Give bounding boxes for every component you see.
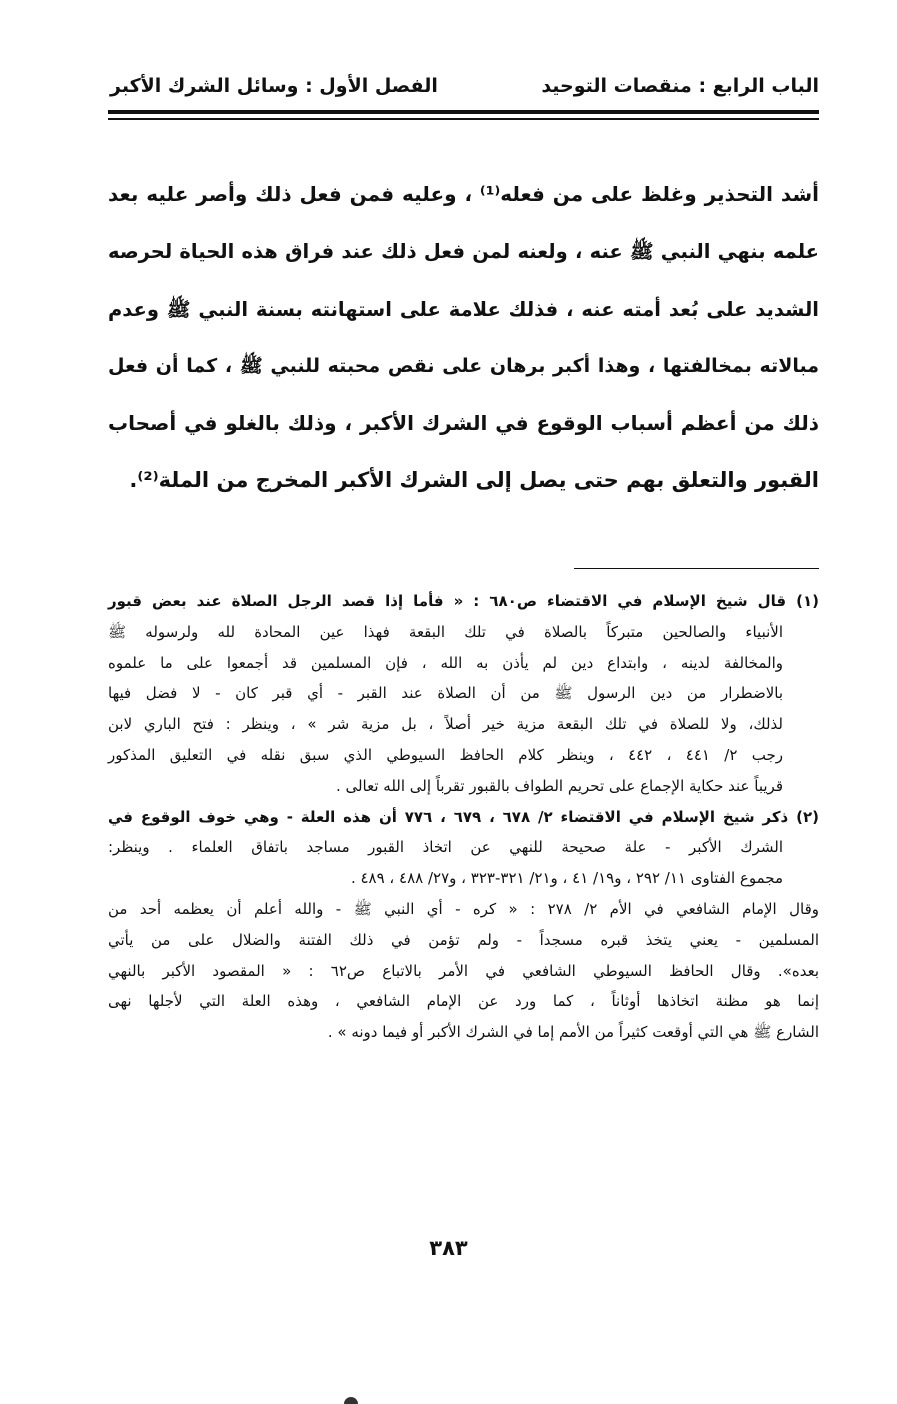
header-chapter-title: الباب الرابع : منقصات التوحيد: [541, 75, 819, 97]
footnote-2-line: المسلمين - يعني يتخذ قبره مسجداً - ولم تؤمن في ذلك الفتنة والضلال على من يأتي: [108, 930, 819, 949]
running-header: [110, 68, 819, 104]
footnote-2-line: مجموع الفتاوى ١١/ ٢٩٢ ، و١٩/ ٤١ ، و٢١/ ٣٢١-٣٢٣ ، و٢٧/ ٤٨٨ ، ٤٨٩ .: [350, 869, 783, 888]
body-line: أشد التحذير وغلظ على من فعله⁽¹⁾ ، وعليه فمن فعل ذلك وأصر عليه بعد: [108, 182, 819, 206]
footnote-separator: [574, 568, 819, 569]
header-rule-thick: [108, 110, 819, 114]
page-number: ٣٨٣: [429, 1236, 468, 1260]
body-line: علمه بنهي النبي ﷺ عنه ، ولعنه لمن فعل ذلك عند فراق هذه الحياة لحرصه: [108, 240, 819, 264]
footnote-2-line: إنما هو مظنة اتخاذها أوثاناً ، كما ورد عن الإمام الشافعي ، وهذه العلة التي لأجلها نهى: [108, 992, 819, 1011]
header-rule-thin: [108, 118, 819, 120]
scan-artifact: [344, 1397, 358, 1404]
footnote-2-line: (٢) ذكر شيخ الإسلام في الاقتضاء ٢/ ٦٧٨ ، ٦٧٩ ، ٧٧٦ أن هذه العلة - وهي خوف الوقوع في: [108, 807, 820, 826]
footnote-2-line: وقال الإمام الشافعي في الأم ٢/ ٢٧٨ : « كره - أي النبي ﷺ - والله أعلم أن يعظمه أحد من: [108, 899, 820, 918]
footnotes: [108, 586, 819, 1048]
footnote-2-line: الشرك الأكبر - علة صحيحة للنهي عن اتخاذ القبور مساجد باتفاق العلماء . وينظر:: [108, 838, 783, 857]
footnote-2-line: بعده». وقال الحافظ السيوطي الشافعي في الأمر بالاتباع ص٦٢ : « المقصود الأكبر بالنهي: [108, 961, 820, 980]
footnote-1-line: والمخالفة لدينه ، وابتداع دين لم يأذن به الله ، فإن المسلمين قد أجمعوا على ما علموه: [108, 653, 783, 672]
main-text: [108, 166, 819, 510]
footnote-1-line: بالاضطرار من دين الرسول ﷺ من أن الصلاة عند القبر - أي قبر كان - لا فضل فيها: [108, 684, 783, 703]
footnote-1-line: (١) قال شيخ الإسلام في الاقتضاء ص٦٨٠ : « فأما إذا قصد الرجل الصلاة عند بعض قبور: [108, 592, 819, 610]
footnote-1-line: الأنبياء والصالحين متبركاً بالصلاة في تلك البقعة فهذا عين المحادة لله ولرسوله ﷺ: [108, 622, 783, 641]
body-line: مبالاته بمخالفتها ، وهذا أكبر برهان على نقص محبته للنبي ﷺ ، كما أن فعل: [108, 354, 819, 377]
body-line: ذلك من أعظم أسباب الوقوع في الشرك الأكبر ، وذلك بالغلو في أصحاب: [108, 411, 819, 436]
header-section-title: الفصل الأول : وسائل الشرك الأكبر: [110, 75, 438, 97]
body-line: القبور والتعلق بهم حتى يصل إلى الشرك الأكبر المخرج من الملة⁽²⁾.: [129, 468, 819, 493]
footnote-2-line: الشارع ﷺ هي التي أوقعت كثيراً من الأمم إما في الشرك الأكبر أو فيما دونه » .: [327, 1023, 819, 1042]
footnote-1-line: لذلك، ولا للصلاة في تلك البقعة مزية خير أصلاً ، بل مزية شر » ، وينظر : فتح الباري لابن: [108, 715, 783, 734]
footnote-1-line: قريباً عند حكاية الإجماع على تحريم الطواف بالقبور تقرباً إلى الله تعالى .: [335, 776, 783, 795]
footnote-1-line: رجب ٢/ ٤٤١ ، ٤٤٢ ، وينظر كلام الحافظ السيوطي الذي سبق نقله في التعليق المذكور: [108, 745, 783, 764]
body-line: الشديد على بُعد أمته عنه ، فذلك علامة على استهانته بسنة النبي ﷺ وعدم: [108, 297, 819, 321]
